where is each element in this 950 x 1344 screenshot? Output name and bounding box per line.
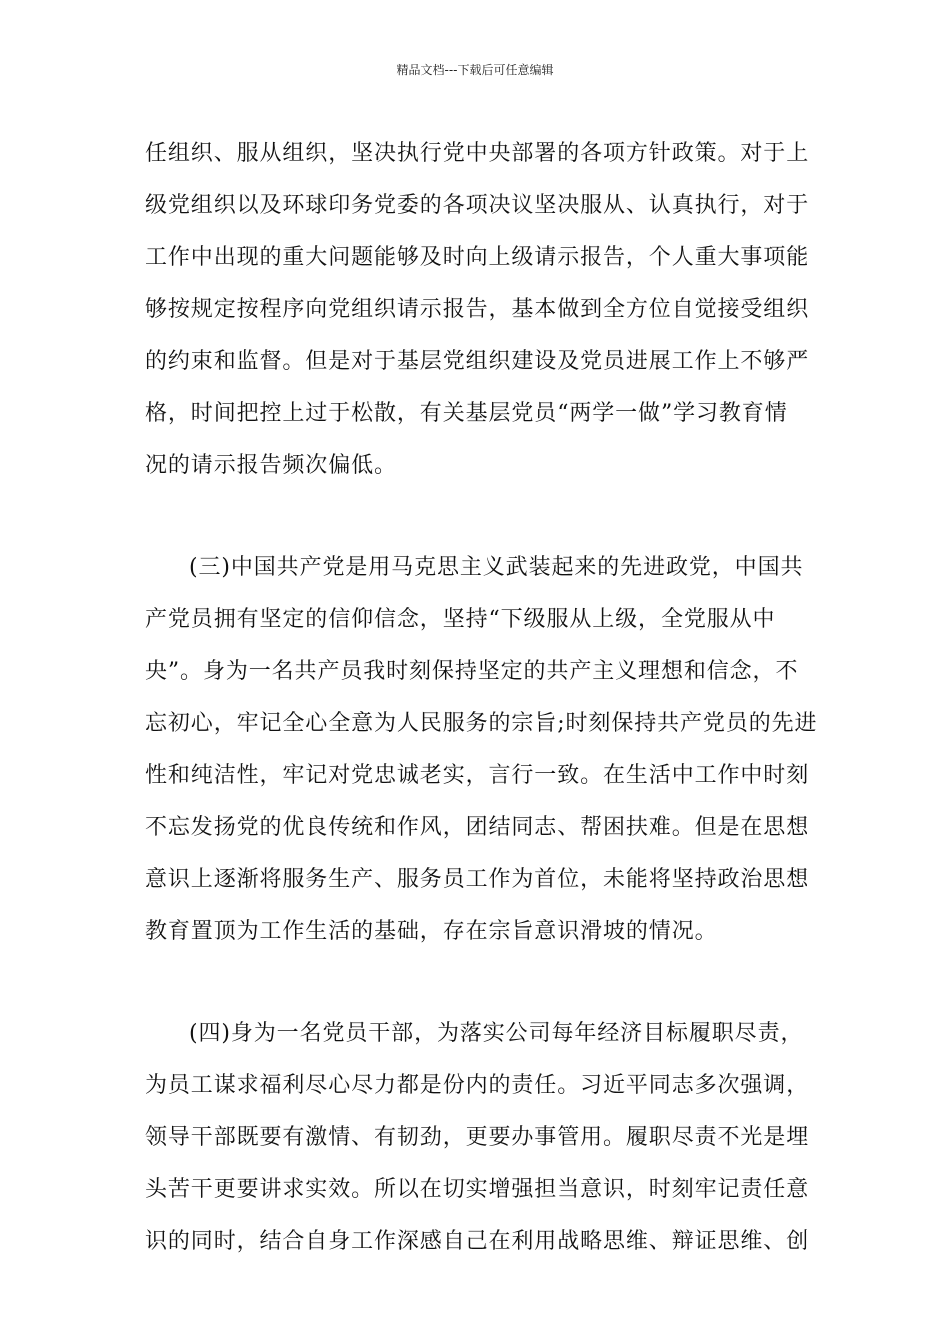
text-line: 级党组织以及环球印务党委的各项决议坚决服从、认真执行，对于 [145,193,810,218]
text-line: 为员工谋求福利尽心尽力都是份内的责任。习近平同志多次强调， [145,1073,810,1098]
text-line: 性和纯洁性，牢记对党忠诚老实，言行一致。在生活中工作中时刻 [145,763,810,788]
text-line: 头苦干更要讲求实效。所以在切实增强担当意识，时刻牢记责任意 [145,1177,810,1202]
text-line: (三)中国共产党是用马克思主义武装起来的先进政党，中国共 [189,555,804,580]
text-line: 产党员拥有坚定的信仰信念，坚持“下级服从上级，全党服从中 [145,607,776,632]
paragraph-spacer [145,492,807,542]
text-line: 央”。身为一名共产员我时刻保持坚定的共产主义理想和信念，不 [145,659,799,684]
text-line: 识的同时，结合自身工作深感自己在利用战略思维、辩证思维、创 [145,1229,810,1254]
text-line: 的约束和监督。但是对于基层党组织建设及党员进展工作上不够严 [145,349,810,374]
text-line: 况的请示报告频次偏低。 [145,453,397,478]
page-header: 精品文档---下载后可任意编辑 [396,63,554,77]
document-body [145,128,818,1268]
text-line: 教育置顶为工作生活的基础，存在宗旨意识滑坡的情况。 [145,919,718,944]
text-line: 够按规定按程序向党组织请示报告，基本做到全方位自觉接受组织 [145,297,810,322]
paragraph-spacer [145,958,807,1008]
text-line: (四)身为一名党员干部，为落实公司每年经济目标履职尽责， [189,1021,804,1046]
paragraph [145,1008,810,1268]
paragraph [145,128,810,492]
text-line: 任组织、服从组织，坚决执行党中央部署的各项方针政策。对于上 [145,141,810,166]
text-line: 不忘发扬党的优良传统和作风，团结同志、帮困扶难。但是在思想 [145,815,810,840]
text-line: 忘初心，牢记全心全意为人民服务的宗旨;时刻保持共产党员的先进 [145,711,818,736]
text-line: 领导干部既要有激情、有韧劲，更要办事管用。履职尽责不光是埋 [145,1125,810,1150]
text-line: 工作中出现的重大问题能够及时向上级请示报告，个人重大事项能 [145,245,810,270]
text-line: 格，时间把控上过于松散，有关基层党员“两学一做”学习教育情 [145,401,788,426]
paragraph [145,542,818,958]
text-line: 意识上逐渐将服务生产、服务员工作为首位，未能将坚持政治思想 [145,867,810,892]
